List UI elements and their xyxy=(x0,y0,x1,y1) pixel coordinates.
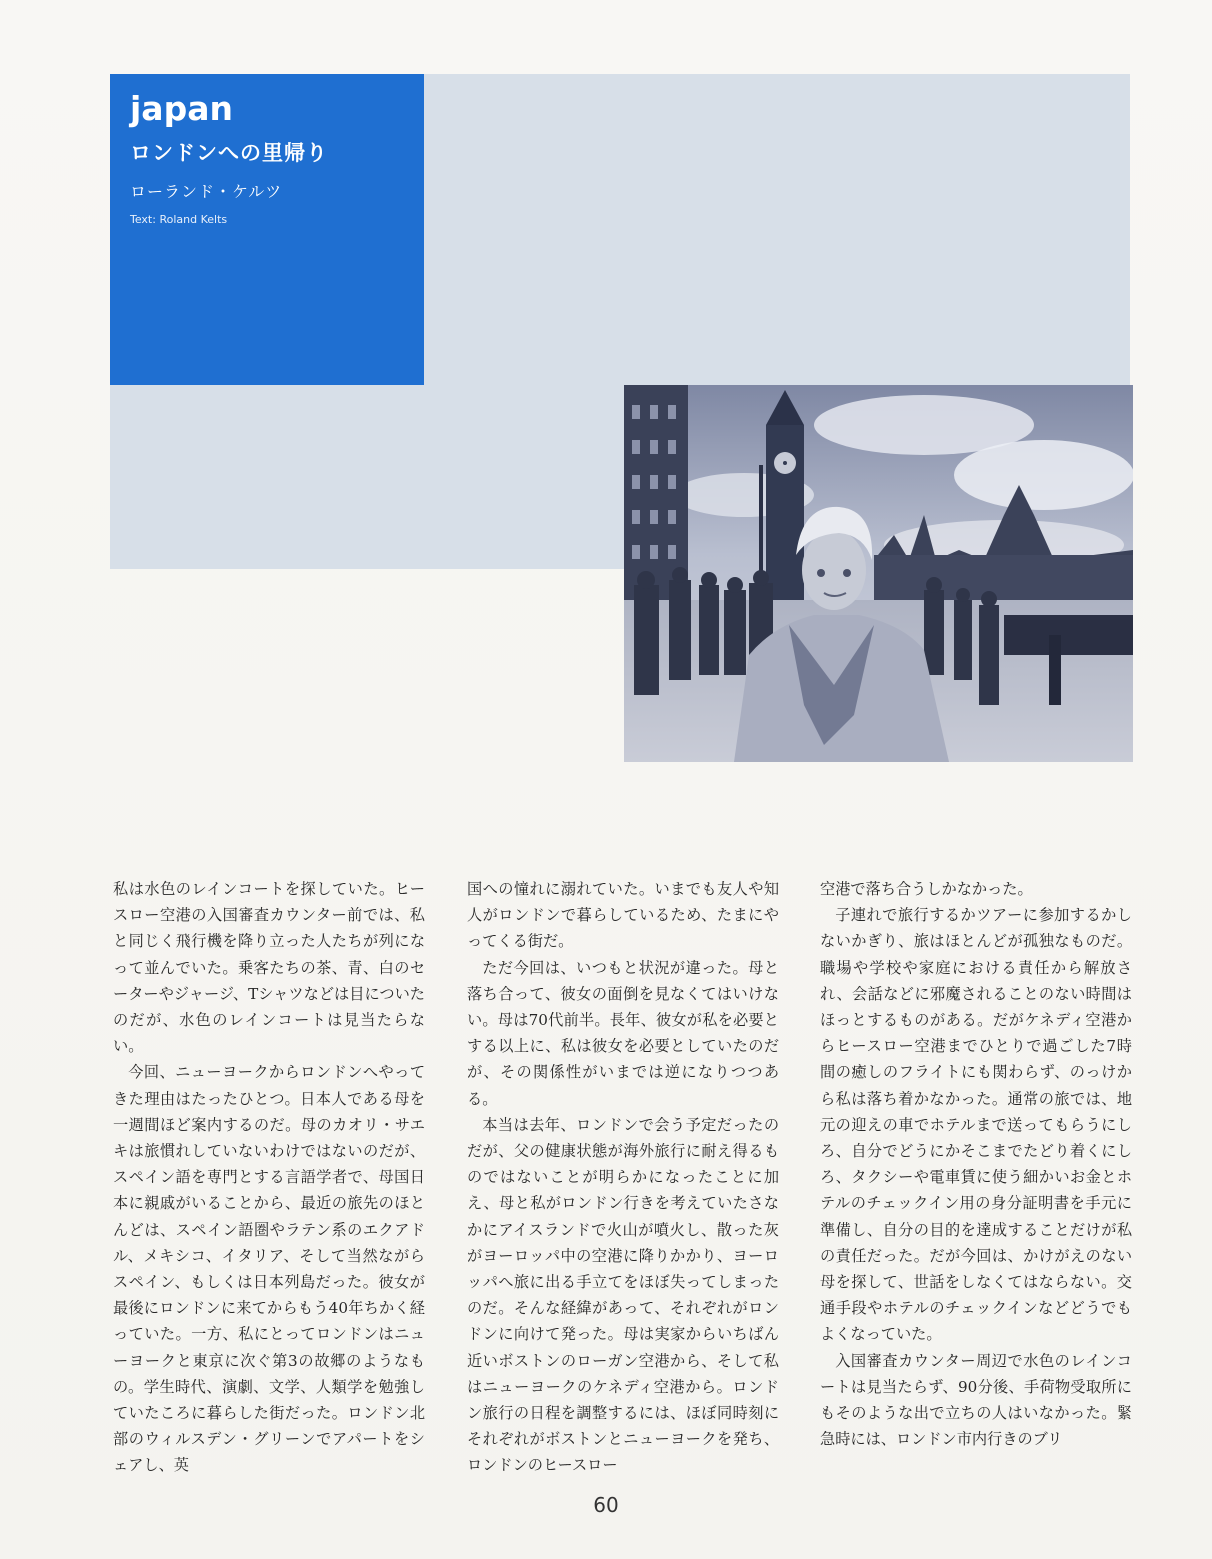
paragraph: 国への憧れに溺れていた。いまでも友人や知人がロンドンで暮らしているため、たまにやってくる街だ。 xyxy=(467,880,779,951)
article-title: ロンドンへの里帰り xyxy=(130,141,328,165)
text-credit: Text: Roland Kelts xyxy=(130,213,228,226)
title-box xyxy=(110,74,424,385)
photo-image xyxy=(624,385,1133,762)
paragraph: ただ今回は、いつもと状況が違った。母と落ち合って、彼女の面倒を見なくてはいけない。母は70代前半。長年、彼女が私を必要とする以上に、私は彼女を必要としていたのだが、その関係性がいまでは逆になりつつある。 xyxy=(467,958,779,1108)
paragraph: 子連れで旅行するかツアーに参加するかしないかぎり、旅はほとんどが孤独なものだ。職場や学校や家庭における責任から解放され、会話などに邪魔されることのない時間はほっとするものがある。だがケネディ空港からヒースロー空港までひとりで過ごした7時間の癒しのフライトにも関わらず、のっけから私は落ち着かなかった。通常の旅では、地元の迎えの車でホテルまで送ってもらうにしろ、自分でどうにかそこまでたどり着くにしろ、タクシーや電車賃に使う細かいお金とホテルのチェックイン用の身分証明書を手元に準備し、自分の目的を達成することだけが私の責任だった。だが今回は、かけがえのない母を探して、世話をしなくてはならない。交通手段やホテルのチェックインなどどうでもよくなっていた。 xyxy=(820,906,1132,1344)
section-label: japan xyxy=(130,89,233,128)
paragraph: 入国審査カウンター周辺で水色のレインコートは見当たらず、90分後、手荷物受取所にもそのような出で立ちの人はいなかった。緊急時には、ロンドン市内行きのブリ xyxy=(820,1351,1132,1449)
paragraph: 空港で落ち合うしかなかった。 xyxy=(820,880,1033,898)
article-photo xyxy=(624,385,1133,762)
author-name: ローランド・ケルツ xyxy=(130,182,283,201)
paragraph: 本当は去年、ロンドンで会う予定だったのだが、父の健康状態が海外旅行に耐え得るものではないことが明らかになったことに加え、母と私がロンドン行きを考えていたさなかにアイスランドで火山が噴火し、散った灰がヨーロッパ中の空港に降りかかり、ヨーロッパへ旅に出る手立てをほぼ失ってしまったのだ。そんな経緯があって、それぞれがロンドンに向けて発った。母は実家からいちばん近いボストンのローガン空港から、そして私はニューヨークのケネディ空港から。ロンドン旅行の日程を調整するには、ほぼ同時刻にそれぞれがボストンとニューヨークを発ち、ロンドンのヒースロー xyxy=(467,1115,779,1475)
paragraph: 今回、ニューヨークからロンドンへやってきた理由はたったひとつ。日本人である母を一週間ほど案内するのだ。母のカオリ・サエキは旅慣れしていないわけではないのだが、スペイン語を専門とする言語学者で、母国日本に親戚がいることから、最近の旅先のほとんどは、スペイン語圏やラテン系のエクアドル、メキシコ、イタリア、そして当然ながらスペイン、もしくは日本列島だった。彼女が最後にロンドンに来てからもう40年ちかく経っていた。一方、私にとってロンドンはニューヨークと東京に次ぐ第3の故郷のようなもの。学生時代、演劇、文学、人類学を勉強していたころに暮らした街だった。ロンドン北部のウィルスデン・グリーンでアパートをシェアし、英 xyxy=(113,1063,425,1475)
text-column-1 xyxy=(113,876,425,1479)
page-number: 60 xyxy=(593,1493,619,1517)
paragraph: 私は水色のレインコートを探していた。ヒースロー空港の入国審査カウンター前では、私と同じく飛行機を降り立った人たちが列になって並んでいた。乗客たちの茶、青、白のセーターやジャージ、Tシャツなどは目についたのだが、水色のレインコートは見当たらない。 xyxy=(113,880,425,1056)
text-column-3 xyxy=(820,876,1132,1452)
text-column-2 xyxy=(467,876,779,1479)
